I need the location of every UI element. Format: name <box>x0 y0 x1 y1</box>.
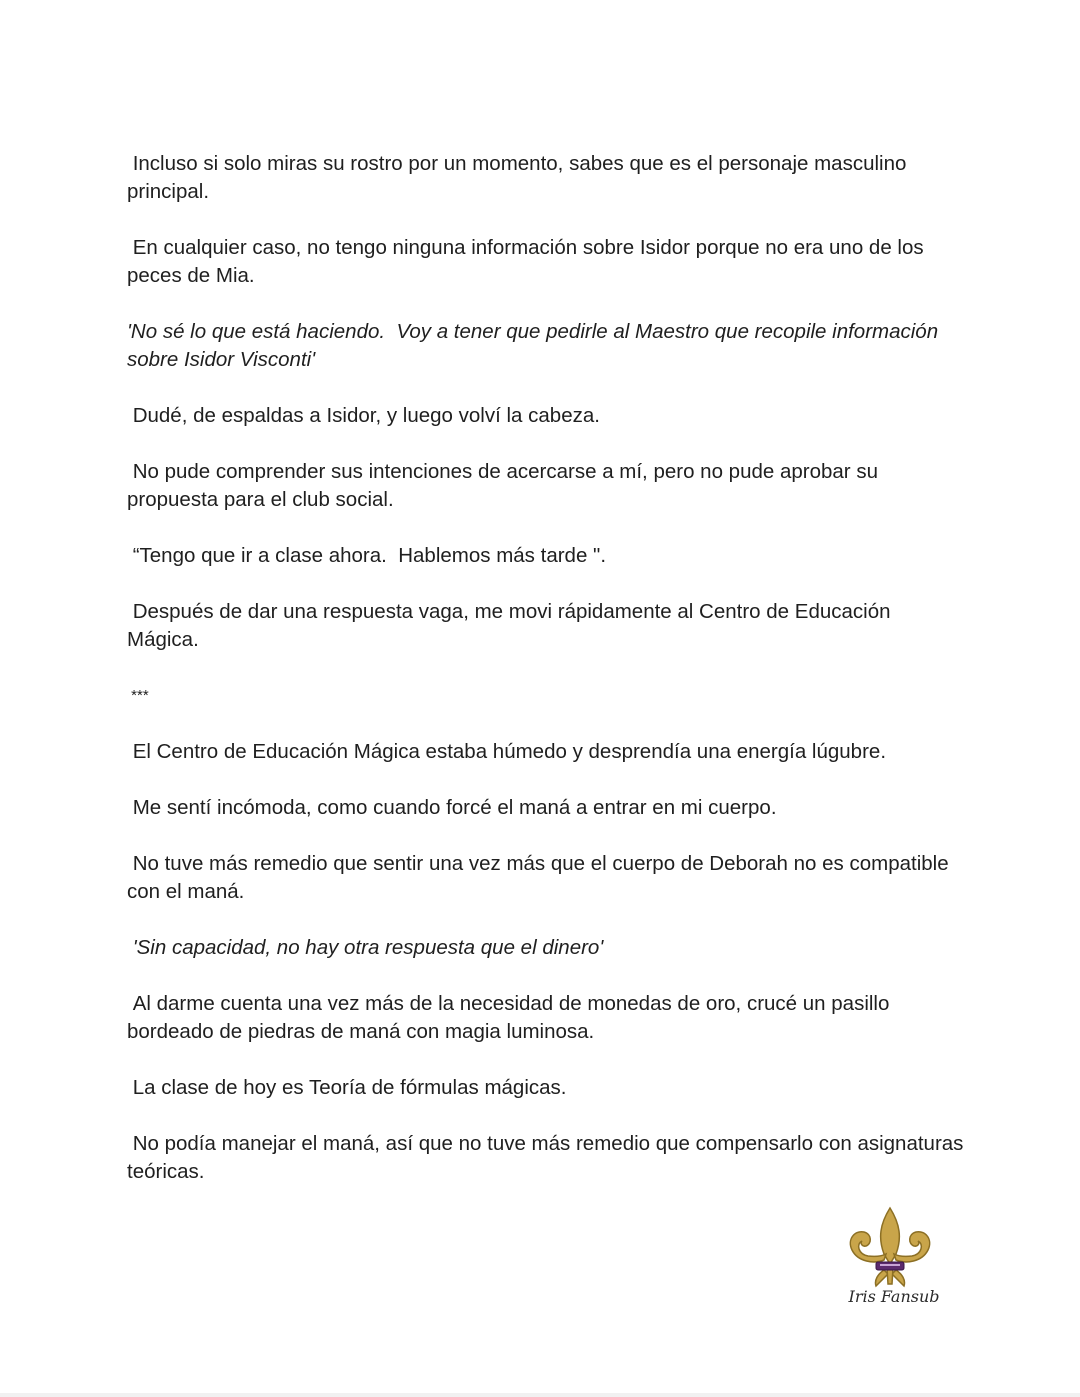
page-bottom-edge <box>0 1393 1080 1397</box>
paragraph: Al darme cuenta una vez más de la necesidad de monedas de oro, crucé un pasillo bordeado de piedras de maná con magia luminosa. <box>127 992 896 1043</box>
paragraph: No podía manejar el maná, así que no tuve más remedio que compensarlo con asignaturas teóricas. <box>127 1132 970 1183</box>
paragraph-thought: 'No sé lo que está haciendo. Voy a tener que pedirle al Maestro que recopile información sobre Isidor Visconti' <box>127 320 944 371</box>
paragraph: Incluso si solo miras su rostro por un momento, sabes que es el personaje masculino principal. <box>127 152 913 203</box>
paragraph: En cualquier caso, no tengo ninguna información sobre Isidor porque no era uno de los peces de Mia. <box>127 236 930 287</box>
paragraph: No tuve más remedio que sentir una vez más que el cuerpo de Deborah no es compatible con el maná. <box>127 852 955 903</box>
watermark-text: Iris Fansub <box>848 1287 940 1306</box>
watermark-logo <box>840 1200 940 1315</box>
paragraph-thought: 'Sin capacidad, no hay otra respuesta que el dinero' <box>127 936 604 959</box>
paragraph: Me sentí incómoda, como cuando forcé el maná a entrar en mi cuerpo. <box>127 796 777 819</box>
paragraph-dialogue: “Tengo que ir a clase ahora. Hablemos más tarde ". <box>127 544 607 567</box>
paragraph: No pude comprender sus intenciones de acercarse a mí, pero no pude aprobar su propuesta para el club social. <box>127 460 884 511</box>
scene-break: *** <box>127 687 149 704</box>
fleur-de-lis-icon <box>844 1204 936 1288</box>
paragraph: El Centro de Educación Mágica estaba húmedo y desprendía una energía lúgubre. <box>127 740 887 763</box>
paragraph: Dudé, de espaldas a Isidor, y luego volví la cabeza. <box>127 404 600 427</box>
paragraph: Después de dar una respuesta vaga, me movi rápidamente al Centro de Educación Mágica. <box>127 600 897 651</box>
document-body <box>127 150 970 1214</box>
paragraph: La clase de hoy es Teoría de fórmulas mágicas. <box>127 1076 567 1099</box>
